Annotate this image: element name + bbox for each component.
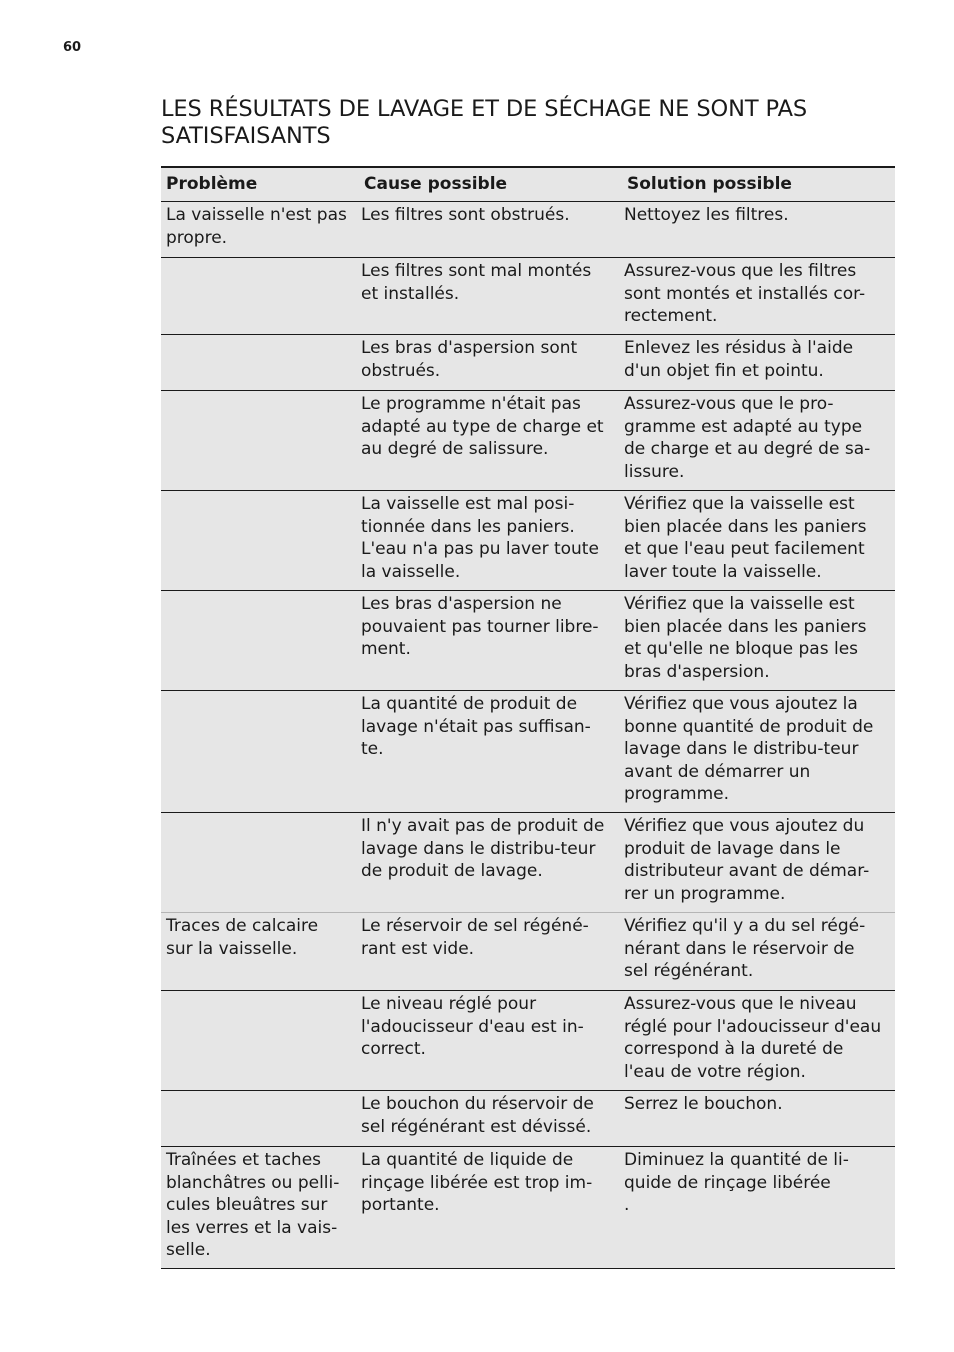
cell-solution: Assurez-vous que les filtres sont montés et installés cor-rectement. (622, 258, 895, 335)
table-row (161, 813, 895, 913)
table-row (161, 391, 895, 491)
table-row (161, 991, 895, 1091)
cell-cause: La vaisselle est mal posi-tionnée dans les paniers. L'eau n'a pas pu laver toute la vaisselle. (359, 491, 622, 591)
cell-problem (161, 813, 359, 913)
cell-cause: Les filtres sont obstrués. (359, 202, 622, 258)
table-row (161, 202, 895, 258)
cell-cause: Le programme n'était pas adapté au type de charge et au degré de salissure. (359, 391, 622, 491)
cell-solution: Diminuez la quantité de li-quide de rinçage libérée . (622, 1147, 895, 1269)
cell-problem (161, 691, 359, 813)
header-problem: Problème (161, 167, 359, 202)
table-row (161, 1147, 895, 1269)
table-row (161, 591, 895, 691)
table-row (161, 335, 895, 391)
cell-cause: Les filtres sont mal montés et installés. (359, 258, 622, 335)
cell-problem (161, 591, 359, 691)
table-header (161, 167, 895, 202)
cell-problem (161, 1091, 359, 1147)
cell-problem: Traces de calcaire sur la vaisselle. (161, 913, 359, 991)
cell-solution: Assurez-vous que le niveau réglé pour l'adoucisseur d'eau correspond à la dureté de l'eau de votre région. (622, 991, 895, 1091)
header-cause: Cause possible (359, 167, 622, 202)
troubleshooting-table (161, 166, 895, 1269)
table-row (161, 1091, 895, 1147)
cell-problem: Traînées et taches blanchâtres ou pelli-cules bleuâtres sur les verres et la vais-selle. (161, 1147, 359, 1269)
cell-problem (161, 335, 359, 391)
cell-solution: Vérifiez que vous ajoutez du produit de lavage dans le distributeur avant de démar-rer un programme. (622, 813, 895, 913)
table-body (161, 202, 895, 1269)
cell-solution: Serrez le bouchon. (622, 1091, 895, 1147)
cell-problem (161, 391, 359, 491)
cell-cause: Les bras d'aspersion sont obstrués. (359, 335, 622, 391)
cell-solution: Assurez-vous que le pro-gramme est adapté au type de charge et au degré de sa-lissure. (622, 391, 895, 491)
header-solution: Solution possible (622, 167, 895, 202)
cell-solution: Vérifiez que la vaisselle est bien placée dans les paniers et que l'eau peut facilement laver toute la vaisselle. (622, 491, 895, 591)
cell-problem: La vaisselle n'est pas propre. (161, 202, 359, 258)
table-header-row (161, 167, 895, 202)
cell-solution: Vérifiez que la vaisselle est bien placée dans les paniers et qu'elle ne bloque pas les bras d'aspersion. (622, 591, 895, 691)
cell-cause: Le niveau réglé pour l'adoucisseur d'eau est in-correct. (359, 991, 622, 1091)
cell-cause: Il n'y avait pas de produit de lavage dans le distribu-teur de produit de lavage. (359, 813, 622, 913)
cell-cause: Le bouchon du réservoir de sel régénérant est dévissé. (359, 1091, 622, 1147)
cell-solution: Vérifiez qu'il y a du sel régé-nérant dans le réservoir de sel régénérant. (622, 913, 895, 991)
cell-problem (161, 258, 359, 335)
table-row (161, 258, 895, 335)
section-title: LES RÉSULTATS DE LAVAGE ET DE SÉCHAGE NE SONT PAS SATISFAISANTS (161, 96, 808, 149)
table-row (161, 491, 895, 591)
cell-solution: Nettoyez les filtres. (622, 202, 895, 258)
table-row (161, 691, 895, 813)
cell-cause: Le réservoir de sel régéné-rant est vide. (359, 913, 622, 991)
cell-problem (161, 991, 359, 1091)
cell-cause: Les bras d'aspersion ne pouvaient pas tourner libre-ment. (359, 591, 622, 691)
cell-solution: Vérifiez que vous ajoutez la bonne quantité de produit de lavage dans le distribu-teur avant de démarrer un programme. (622, 691, 895, 813)
table-row (161, 913, 895, 991)
page-number: 60 (63, 40, 82, 55)
cell-cause: La quantité de liquide de rinçage libérée est trop im-portante. (359, 1147, 622, 1269)
cell-problem (161, 491, 359, 591)
cell-solution: Enlevez les résidus à l'aide d'un objet fin et pointu. (622, 335, 895, 391)
cell-cause: La quantité de produit de lavage n'était pas suffisan-te. (359, 691, 622, 813)
